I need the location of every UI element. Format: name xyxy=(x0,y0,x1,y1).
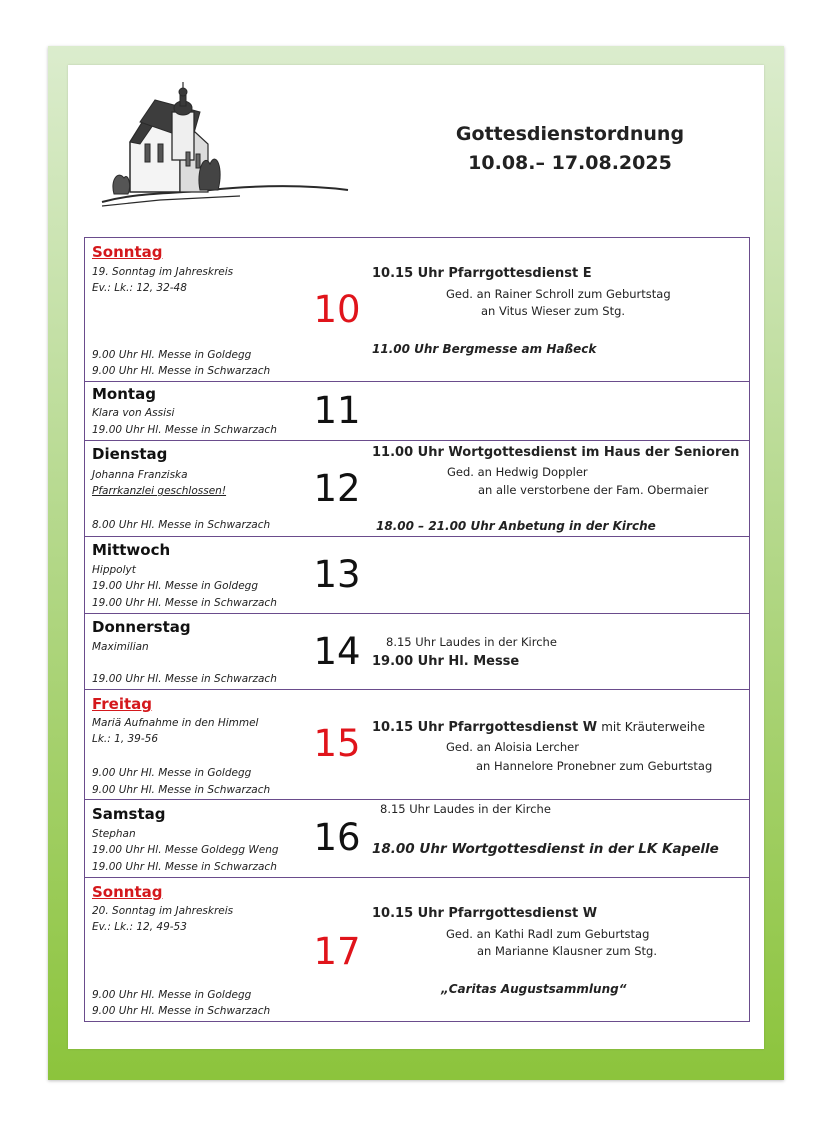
day-note: Klara von Assisi xyxy=(92,407,175,419)
day-note: 19.00 Uhr Hl. Messe in Goldegg xyxy=(92,580,258,592)
service-entry: 11.00 Uhr Bergmesse am Haßeck xyxy=(372,342,597,356)
service-entry: 18.00 – 21.00 Uhr Anbetung in der Kirche xyxy=(376,519,656,533)
day-note: 19.00 Uhr Hl. Messe Goldegg Weng xyxy=(92,844,279,856)
service-entry: 18.00 Uhr Wortgottesdienst in der LK Kapelle xyxy=(372,841,719,857)
day-row-thursday-14 xyxy=(84,614,750,690)
service-entry: 8.15 Uhr Laudes in der Kirche xyxy=(380,802,551,816)
day-note: Pfarrkanzlei geschlossen! xyxy=(92,485,227,497)
day-row-monday-11 xyxy=(84,381,750,441)
service-entry: an Vitus Wieser zum Stg. xyxy=(481,304,626,318)
day-name: Samstag xyxy=(92,805,166,823)
day-note: 19.00 Uhr Hl. Messe in Schwarzach xyxy=(92,861,277,873)
day-note: 19.00 Uhr Hl. Messe in Schwarzach xyxy=(92,673,277,685)
day-number: 10 xyxy=(313,288,361,331)
service-title: 10.15 Uhr Pfarrgottesdienst W xyxy=(372,720,598,735)
service-entry: Ged. an Kathi Radl zum Geburtstag xyxy=(446,927,650,941)
service-entry: an Hannelore Pronebner zum Geburtstag xyxy=(476,759,713,773)
title-line-1: Gottesdienstordnung xyxy=(455,123,685,145)
day-note: 9.00 Uhr Hl. Messe in Schwarzach xyxy=(92,365,271,377)
service-entry: Ged. an Hedwig Doppler xyxy=(447,465,588,479)
day-number: 15 xyxy=(313,722,361,765)
day-note: Ev.: Lk.: 12, 32-48 xyxy=(92,282,187,294)
day-name: Sonntag xyxy=(92,883,163,901)
service-entry: 10.15 Uhr Pfarrgottesdienst E xyxy=(372,266,592,281)
day-note: Hippolyt xyxy=(92,564,136,576)
service-entry: „Caritas Augustsammlung“ xyxy=(441,982,627,996)
day-note: 9.00 Uhr Hl. Messe in Goldegg xyxy=(92,989,252,1001)
day-row-friday-15 xyxy=(84,690,750,800)
day-number: 16 xyxy=(313,816,361,859)
day-note: Maximilian xyxy=(92,641,149,653)
day-note: Stephan xyxy=(92,828,136,840)
day-note: 19.00 Uhr Hl. Messe in Schwarzach xyxy=(92,597,277,609)
day-name: Sonntag xyxy=(92,243,163,261)
page-title xyxy=(430,120,710,178)
day-note: 19. Sonntag im Jahreskreis xyxy=(92,266,234,278)
service-entry: 11.00 Uhr Wortgottesdienst im Haus der Senioren xyxy=(372,445,740,460)
service-entry xyxy=(372,720,705,735)
service-entry: 19.00 Uhr Hl. Messe xyxy=(372,654,520,669)
service-entry: an Marianne Klausner zum Stg. xyxy=(477,944,657,958)
service-entry: 10.15 Uhr Pfarrgottesdienst W xyxy=(372,906,598,921)
service-entry: Ged. an Rainer Schroll zum Geburtstag xyxy=(446,287,671,301)
day-number: 14 xyxy=(313,630,361,673)
day-note: Mariä Aufnahme in den Himmel xyxy=(92,717,259,729)
service-addition: mit Kräuterweihe xyxy=(601,720,706,734)
day-note: Lk.: 1, 39-56 xyxy=(92,733,159,745)
day-number: 12 xyxy=(313,467,361,510)
day-row-sunday-17 xyxy=(84,878,750,1022)
day-note: 9.00 Uhr Hl. Messe in Goldegg xyxy=(92,767,252,779)
day-note: 9.00 Uhr Hl. Messe in Goldegg xyxy=(92,349,252,361)
day-note: 8.00 Uhr Hl. Messe in Schwarzach xyxy=(92,519,271,531)
day-note: 9.00 Uhr Hl. Messe in Schwarzach xyxy=(92,784,271,796)
day-name: Montag xyxy=(92,385,156,403)
service-entry: 8.15 Uhr Laudes in der Kirche xyxy=(386,635,557,649)
day-name: Mittwoch xyxy=(92,541,171,559)
service-entry: Ged. an Aloisia Lercher xyxy=(446,740,579,754)
day-note: Johanna Franziska xyxy=(92,469,188,481)
church-illustration xyxy=(100,82,350,210)
day-number: 13 xyxy=(313,553,361,596)
day-name: Donnerstag xyxy=(92,618,191,636)
day-row-sunday-10 xyxy=(84,237,750,382)
day-number: 17 xyxy=(313,930,361,973)
day-note: 20. Sonntag im Jahreskreis xyxy=(92,905,234,917)
day-row-tuesday-12 xyxy=(84,441,750,537)
day-row-saturday-16 xyxy=(84,800,750,878)
day-row-wednesday-13 xyxy=(84,537,750,614)
day-number: 11 xyxy=(313,389,361,432)
day-note: Ev.: Lk.: 12, 49-53 xyxy=(92,921,187,933)
day-note: 19.00 Uhr Hl. Messe in Schwarzach xyxy=(92,424,277,436)
day-note: 9.00 Uhr Hl. Messe in Schwarzach xyxy=(92,1005,271,1017)
service-entry: an alle verstorbene der Fam. Obermaier xyxy=(478,483,709,497)
day-name: Dienstag xyxy=(92,445,168,463)
title-line-2: 10.08.– 17.08.2025 xyxy=(468,152,672,174)
day-name: Freitag xyxy=(92,695,153,713)
